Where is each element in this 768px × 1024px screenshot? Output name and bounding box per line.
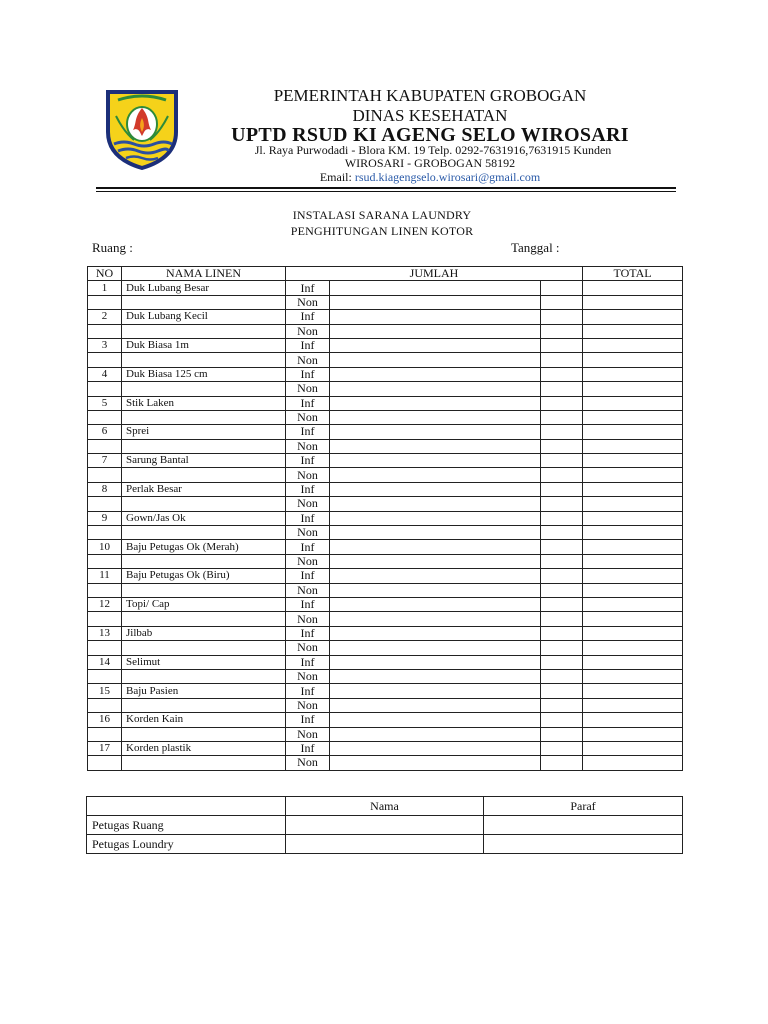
jumlah-count-field[interactable] — [330, 367, 541, 381]
ruang-label: Ruang : — [92, 240, 133, 255]
table-row-inf — [88, 511, 683, 525]
linen-type-non: Non — [286, 410, 330, 424]
total-field[interactable] — [583, 626, 683, 640]
total-field[interactable] — [583, 324, 683, 338]
linen-table-body — [88, 281, 683, 770]
total-field[interactable] — [583, 756, 683, 770]
linen-name — [122, 382, 286, 396]
jumlah-extra-field[interactable] — [541, 425, 583, 439]
table-row-non — [88, 324, 683, 338]
jumlah-extra-field[interactable] — [541, 669, 583, 683]
row-number: 6 — [88, 425, 122, 439]
form-subtitle: PENGHITUNGAN LINEN KOTOR — [290, 224, 474, 238]
linen-name — [122, 756, 286, 770]
table-row-inf — [88, 425, 683, 439]
jumlah-extra-field[interactable] — [541, 684, 583, 698]
jumlah-count-field[interactable] — [330, 554, 541, 568]
linen-type-inf: Inf — [286, 425, 330, 439]
total-field[interactable] — [583, 583, 683, 597]
table-row-inf — [88, 655, 683, 669]
table-row-non — [88, 295, 683, 309]
total-field[interactable] — [583, 526, 683, 540]
signature-corner-cell — [87, 797, 286, 816]
linen-name: Jilbab — [122, 626, 286, 640]
linen-type-inf: Inf — [286, 741, 330, 755]
row-number — [88, 468, 122, 482]
linen-type-inf: Inf — [286, 281, 330, 295]
jumlah-count-field[interactable] — [330, 540, 541, 554]
table-row-non — [88, 439, 683, 453]
linen-type-inf: Inf — [286, 655, 330, 669]
email-label: Email: — [319, 170, 352, 184]
table-row-non — [88, 583, 683, 597]
jumlah-count-field[interactable] — [330, 353, 541, 367]
linen-table — [87, 266, 683, 771]
table-row-non — [88, 641, 683, 655]
form-title: INSTALASI SARANA LAUNDRY — [292, 208, 472, 222]
row-number — [88, 324, 122, 338]
table-row-inf — [88, 454, 683, 468]
row-number: 4 — [88, 367, 122, 381]
linen-name: Sarung Bantal — [122, 454, 286, 468]
total-field[interactable] — [583, 425, 683, 439]
jumlah-count-field[interactable] — [330, 338, 541, 352]
row-number — [88, 353, 122, 367]
linen-type-non: Non — [286, 439, 330, 453]
row-number: 13 — [88, 626, 122, 640]
linen-type-inf: Inf — [286, 684, 330, 698]
total-field[interactable] — [583, 669, 683, 683]
linen-name — [122, 468, 286, 482]
jumlah-count-field[interactable] — [330, 382, 541, 396]
signature-row-loundry — [87, 835, 683, 854]
linen-type-inf: Inf — [286, 569, 330, 583]
row-number: 7 — [88, 454, 122, 468]
table-row-inf — [88, 338, 683, 352]
total-field[interactable] — [583, 338, 683, 352]
table-header-row — [88, 267, 683, 281]
grobogan-regency-emblem-icon — [104, 86, 180, 170]
row-number: 9 — [88, 511, 122, 525]
linen-name: Korden plastik — [122, 741, 286, 755]
table-row-non — [88, 669, 683, 683]
total-field[interactable] — [583, 295, 683, 309]
linen-name: Duk Biasa 1m — [122, 338, 286, 352]
total-field[interactable] — [583, 741, 683, 755]
table-row-non — [88, 353, 683, 367]
jumlah-count-field[interactable] — [330, 756, 541, 770]
table-row-non — [88, 698, 683, 712]
jumlah-count-field[interactable] — [330, 641, 541, 655]
linen-name — [122, 583, 286, 597]
jumlah-extra-field[interactable] — [541, 612, 583, 626]
header-hospital-name: UPTD RSUD KI AGENG SELO WIROSARI — [231, 124, 629, 146]
table-row-inf — [88, 540, 683, 554]
table-row-non — [88, 468, 683, 482]
total-field[interactable] — [583, 569, 683, 583]
linen-name: Duk Lubang Kecil — [122, 310, 286, 324]
jumlah-count-field[interactable] — [330, 396, 541, 410]
linen-type-non: Non — [286, 295, 330, 309]
petugas-loundry-nama-field[interactable] — [286, 835, 484, 854]
jumlah-count-field[interactable] — [330, 439, 541, 453]
linen-type-non: Non — [286, 612, 330, 626]
row-number — [88, 727, 122, 741]
row-number — [88, 439, 122, 453]
petugas-loundry-paraf-field[interactable] — [484, 835, 683, 854]
table-row-non — [88, 526, 683, 540]
jumlah-count-field[interactable] — [330, 741, 541, 755]
table-row-inf — [88, 281, 683, 295]
row-number — [88, 641, 122, 655]
total-field[interactable] — [583, 727, 683, 741]
total-field[interactable] — [583, 454, 683, 468]
linen-name — [122, 353, 286, 367]
jumlah-extra-field[interactable] — [541, 698, 583, 712]
linen-name: Sprei — [122, 425, 286, 439]
table-row-non — [88, 756, 683, 770]
jumlah-extra-field[interactable] — [541, 540, 583, 554]
linen-type-inf: Inf — [286, 482, 330, 496]
jumlah-count-field[interactable] — [330, 281, 541, 295]
linen-type-inf: Inf — [286, 396, 330, 410]
table-row-inf — [88, 741, 683, 755]
jumlah-count-field[interactable] — [330, 569, 541, 583]
total-field[interactable] — [583, 597, 683, 611]
linen-type-non: Non — [286, 583, 330, 597]
total-field[interactable] — [583, 497, 683, 511]
header-address: Jl. Raya Purwodadi - Blora KM. 19 Telp. 0292-7631916,7631915 Kunden — [254, 143, 612, 157]
linen-type-non: Non — [286, 353, 330, 367]
jumlah-extra-field[interactable] — [541, 741, 583, 755]
total-field[interactable] — [583, 353, 683, 367]
petugas-ruang-label: Petugas Ruang — [87, 816, 286, 835]
linen-type-non: Non — [286, 497, 330, 511]
petugas-ruang-nama-field[interactable] — [286, 816, 484, 835]
total-field[interactable] — [583, 713, 683, 727]
total-field[interactable] — [583, 310, 683, 324]
linen-type-non: Non — [286, 756, 330, 770]
jumlah-count-field[interactable] — [330, 425, 541, 439]
jumlah-extra-field[interactable] — [541, 281, 583, 295]
row-number — [88, 295, 122, 309]
row-number — [88, 583, 122, 597]
jumlah-extra-field[interactable] — [541, 554, 583, 568]
total-field[interactable] — [583, 281, 683, 295]
linen-type-inf: Inf — [286, 540, 330, 554]
table-row-inf — [88, 482, 683, 496]
total-field[interactable] — [583, 468, 683, 482]
total-field[interactable] — [583, 554, 683, 568]
total-field[interactable] — [583, 367, 683, 381]
jumlah-extra-field[interactable] — [541, 497, 583, 511]
linen-name — [122, 526, 286, 540]
row-number — [88, 554, 122, 568]
linen-type-inf: Inf — [286, 511, 330, 525]
total-field[interactable] — [583, 396, 683, 410]
jumlah-extra-field[interactable] — [541, 713, 583, 727]
jumlah-count-field[interactable] — [330, 583, 541, 597]
col-total-header: TOTAL — [583, 267, 683, 281]
table-row-non — [88, 382, 683, 396]
email-link[interactable]: rsud.kiagengselo.wirosari@gmail.com — [354, 170, 541, 184]
row-number: 11 — [88, 569, 122, 583]
jumlah-count-field[interactable] — [330, 669, 541, 683]
header-department: DINAS KESEHATAN — [352, 106, 508, 125]
linen-name: Perlak Besar — [122, 482, 286, 496]
linen-name — [122, 497, 286, 511]
row-number: 10 — [88, 540, 122, 554]
jumlah-extra-field[interactable] — [541, 396, 583, 410]
linen-name — [122, 669, 286, 683]
col-jumlah-header: JUMLAH — [286, 267, 583, 281]
row-number: 8 — [88, 482, 122, 496]
jumlah-extra-field[interactable] — [541, 583, 583, 597]
row-number — [88, 669, 122, 683]
total-field[interactable] — [583, 410, 683, 424]
table-row-non — [88, 727, 683, 741]
linen-name: Korden Kain — [122, 713, 286, 727]
header-government: PEMERINTAH KABUPATEN GROBOGAN — [273, 86, 587, 105]
row-number — [88, 410, 122, 424]
signature-row-ruang — [87, 816, 683, 835]
jumlah-count-field[interactable] — [330, 698, 541, 712]
table-row-non — [88, 497, 683, 511]
jumlah-count-field[interactable] — [330, 295, 541, 309]
header-divider-thick — [96, 187, 676, 189]
linen-name: Selimut — [122, 655, 286, 669]
jumlah-count-field[interactable] — [330, 612, 541, 626]
row-number: 2 — [88, 310, 122, 324]
row-number — [88, 526, 122, 540]
jumlah-count-field[interactable] — [330, 727, 541, 741]
total-field[interactable] — [583, 641, 683, 655]
row-number: 17 — [88, 741, 122, 755]
linen-type-non: Non — [286, 698, 330, 712]
linen-name — [122, 324, 286, 338]
linen-type-inf: Inf — [286, 597, 330, 611]
jumlah-extra-field[interactable] — [541, 727, 583, 741]
linen-name: Baju Pasien — [122, 684, 286, 698]
jumlah-extra-field[interactable] — [541, 655, 583, 669]
linen-name — [122, 439, 286, 453]
linen-type-inf: Inf — [286, 454, 330, 468]
linen-type-inf: Inf — [286, 626, 330, 640]
linen-name — [122, 612, 286, 626]
linen-name — [122, 295, 286, 309]
total-field[interactable] — [583, 684, 683, 698]
jumlah-extra-field[interactable] — [541, 353, 583, 367]
jumlah-extra-field[interactable] — [541, 382, 583, 396]
table-row-inf — [88, 310, 683, 324]
linen-type-non: Non — [286, 554, 330, 568]
linen-name — [122, 727, 286, 741]
linen-name — [122, 641, 286, 655]
row-number — [88, 612, 122, 626]
jumlah-extra-field[interactable] — [541, 310, 583, 324]
jumlah-count-field[interactable] — [330, 713, 541, 727]
petugas-ruang-paraf-field[interactable] — [484, 816, 683, 835]
jumlah-extra-field[interactable] — [541, 324, 583, 338]
linen-type-non: Non — [286, 669, 330, 683]
total-field[interactable] — [583, 482, 683, 496]
linen-name — [122, 554, 286, 568]
table-row-non — [88, 612, 683, 626]
table-row-inf — [88, 597, 683, 611]
linen-name: Duk Biasa 125 cm — [122, 367, 286, 381]
jumlah-extra-field[interactable] — [541, 482, 583, 496]
row-number: 16 — [88, 713, 122, 727]
jumlah-extra-field[interactable] — [541, 410, 583, 424]
linen-name: Stik Laken — [122, 396, 286, 410]
table-row-inf — [88, 713, 683, 727]
tanggal-label: Tanggal : — [511, 240, 560, 255]
jumlah-extra-field[interactable] — [541, 597, 583, 611]
table-row-inf — [88, 367, 683, 381]
row-number: 5 — [88, 396, 122, 410]
jumlah-extra-field[interactable] — [541, 454, 583, 468]
jumlah-extra-field[interactable] — [541, 468, 583, 482]
jumlah-count-field[interactable] — [330, 324, 541, 338]
total-field[interactable] — [583, 540, 683, 554]
linen-type-non: Non — [286, 324, 330, 338]
linen-type-inf: Inf — [286, 713, 330, 727]
row-number — [88, 382, 122, 396]
jumlah-extra-field[interactable] — [541, 626, 583, 640]
total-field[interactable] — [583, 511, 683, 525]
linen-type-non: Non — [286, 468, 330, 482]
linen-type-inf: Inf — [286, 310, 330, 324]
linen-type-non: Non — [286, 641, 330, 655]
row-number — [88, 497, 122, 511]
linen-type-non: Non — [286, 727, 330, 741]
linen-type-inf: Inf — [286, 367, 330, 381]
total-field[interactable] — [583, 382, 683, 396]
signature-table — [86, 796, 683, 854]
col-nama-header: Nama — [286, 797, 484, 816]
table-row-inf — [88, 396, 683, 410]
jumlah-extra-field[interactable] — [541, 338, 583, 352]
row-number: 15 — [88, 684, 122, 698]
table-row-inf — [88, 684, 683, 698]
jumlah-extra-field[interactable] — [541, 569, 583, 583]
header-divider-thin — [96, 191, 676, 192]
col-no-header: NO — [88, 267, 122, 281]
header-email — [210, 170, 650, 185]
total-field[interactable] — [583, 439, 683, 453]
row-number — [88, 756, 122, 770]
linen-type-non: Non — [286, 526, 330, 540]
jumlah-extra-field[interactable] — [541, 511, 583, 525]
total-field[interactable] — [583, 698, 683, 712]
jumlah-extra-field[interactable] — [541, 295, 583, 309]
table-row-non — [88, 410, 683, 424]
table-row-non — [88, 554, 683, 568]
col-name-header: NAMA LINEN — [122, 267, 286, 281]
jumlah-count-field[interactable] — [330, 626, 541, 640]
jumlah-extra-field[interactable] — [541, 367, 583, 381]
jumlah-extra-field[interactable] — [541, 756, 583, 770]
signature-header-row — [87, 797, 683, 816]
jumlah-extra-field[interactable] — [541, 526, 583, 540]
row-number: 1 — [88, 281, 122, 295]
total-field[interactable] — [583, 655, 683, 669]
jumlah-extra-field[interactable] — [541, 439, 583, 453]
jumlah-count-field[interactable] — [330, 511, 541, 525]
linen-name: Baju Petugas Ok (Merah) — [122, 540, 286, 554]
row-number: 12 — [88, 597, 122, 611]
linen-name: Gown/Jas Ok — [122, 511, 286, 525]
jumlah-count-field[interactable] — [330, 410, 541, 424]
jumlah-count-field[interactable] — [330, 468, 541, 482]
row-number — [88, 698, 122, 712]
linen-type-non: Non — [286, 382, 330, 396]
linen-name: Duk Lubang Besar — [122, 281, 286, 295]
jumlah-count-field[interactable] — [330, 684, 541, 698]
table-row-inf — [88, 626, 683, 640]
jumlah-count-field[interactable] — [330, 310, 541, 324]
linen-type-inf: Inf — [286, 338, 330, 352]
row-number: 14 — [88, 655, 122, 669]
col-paraf-header: Paraf — [484, 797, 683, 816]
linen-name: Topi/ Cap — [122, 597, 286, 611]
jumlah-count-field[interactable] — [330, 482, 541, 496]
jumlah-count-field[interactable] — [330, 526, 541, 540]
row-number: 3 — [88, 338, 122, 352]
petugas-loundry-label: Petugas Loundry — [87, 835, 286, 854]
jumlah-count-field[interactable] — [330, 454, 541, 468]
jumlah-count-field[interactable] — [330, 497, 541, 511]
linen-name — [122, 698, 286, 712]
linen-name: Baju Petugas Ok (Biru) — [122, 569, 286, 583]
linen-name — [122, 410, 286, 424]
table-row-inf — [88, 569, 683, 583]
total-field[interactable] — [583, 612, 683, 626]
jumlah-count-field[interactable] — [330, 655, 541, 669]
jumlah-count-field[interactable] — [330, 597, 541, 611]
jumlah-extra-field[interactable] — [541, 641, 583, 655]
header-city: WIROSARI - GROBOGAN 58192 — [344, 156, 516, 170]
